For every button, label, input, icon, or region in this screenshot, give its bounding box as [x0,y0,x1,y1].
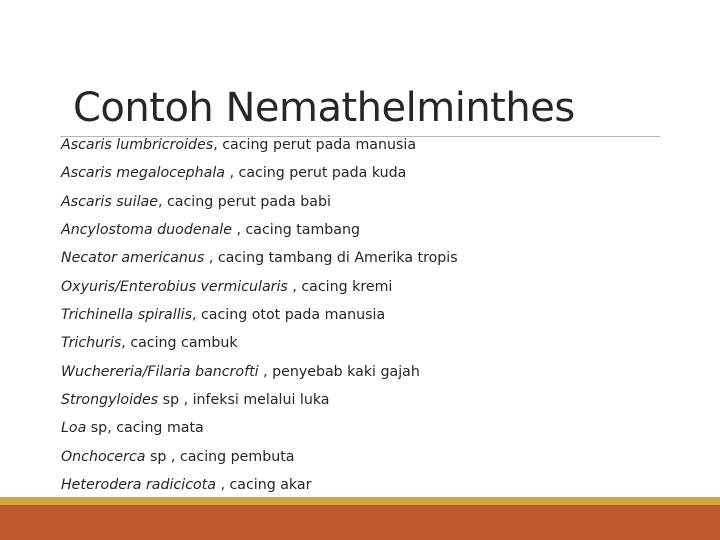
species-name: Heterodera radicicota [61,477,216,494]
species-name: Trichinella spirallis [61,307,192,324]
list-item [61,191,458,219]
species-description: , cacing perut pada kuda [225,165,407,182]
species-name: Onchocerca [61,448,146,465]
slide-title: Contoh Nemathelminthes [73,85,575,131]
species-name: Ascaris lumbricroides [61,137,214,153]
footer-accent-strip [0,497,720,505]
species-description: sp, cacing mata [86,420,204,437]
species-description: , cacing otot pada manusia [191,307,386,324]
list-item [61,446,458,474]
species-description: , cacing tambang [231,222,361,239]
species-description: sp , infeksi melalui luka [158,392,330,409]
species-description: , cacing akar [215,477,312,494]
species-description: sp , cacing pembuta [145,448,295,465]
species-name: Oxyuris/Enterobius vermicularis [61,278,288,295]
species-description: , cacing perut pada manusia [213,137,417,153]
footer-accent-bar [0,505,720,540]
list-item [61,389,458,417]
species-name: Strongyloides [61,392,159,409]
species-description: , cacing tambang di Amerika tropis [204,250,458,267]
list-item [61,134,458,162]
list-item [61,219,458,247]
species-name: Necator americanus [61,250,205,267]
species-name: Loa [61,420,87,437]
species-list [61,134,458,502]
species-name: Ancylostoma duodenale [61,222,232,239]
list-item [61,247,458,275]
list-item [61,304,458,332]
species-description: , penyebab kaki gajah [258,363,420,380]
species-name: Wuchereria/Filaria bancrofti [61,363,259,380]
species-description: , cacing cambuk [121,335,238,352]
list-item [61,417,458,445]
species-description: , cacing perut pada babi [157,193,331,210]
list-item [61,332,458,360]
list-item [61,361,458,389]
list-item [61,162,458,190]
species-name: Ascaris megalocephala [61,165,225,182]
list-item [61,276,458,304]
species-name: Trichuris [61,335,122,352]
species-description: , cacing kremi [287,278,393,295]
species-name: Ascaris suilae [61,193,158,210]
